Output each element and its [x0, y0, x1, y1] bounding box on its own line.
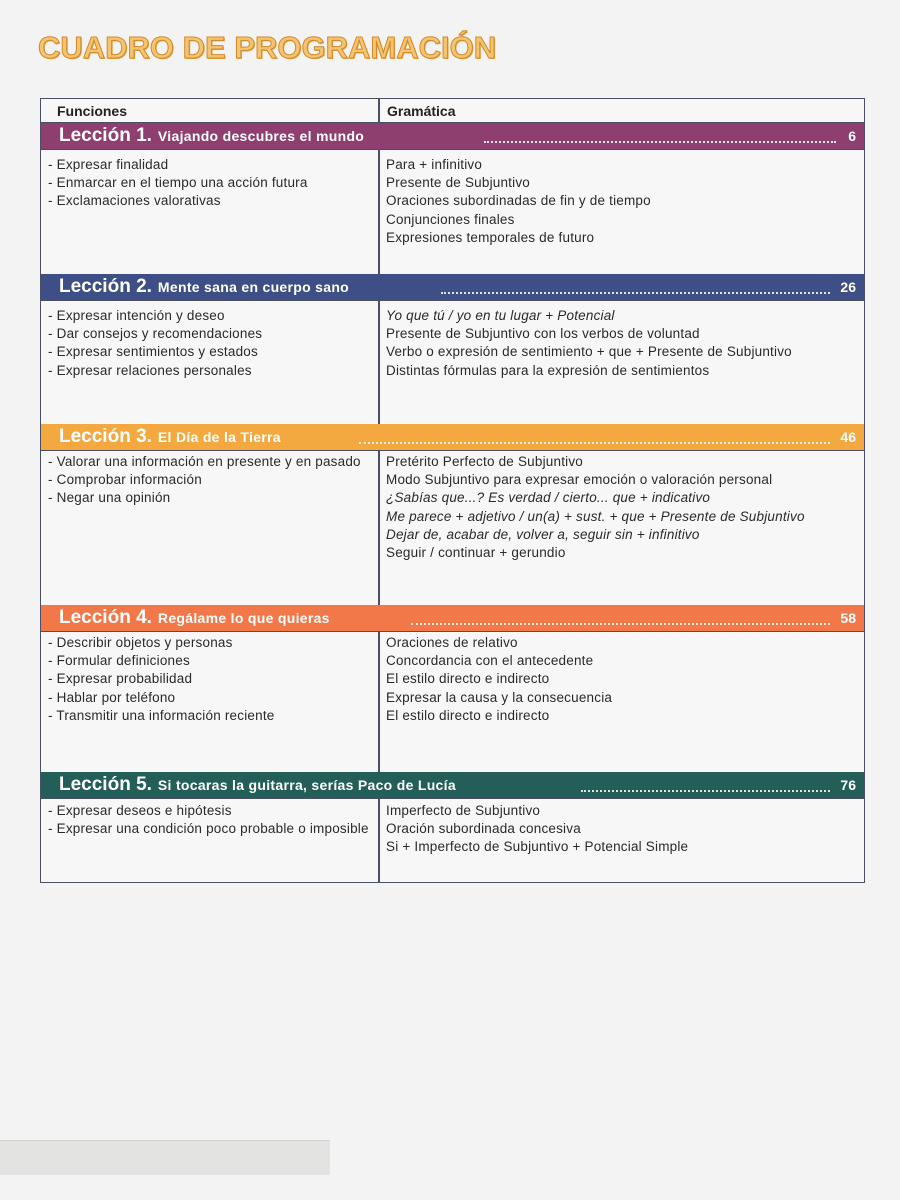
lesson-4-title: Regálame lo que quieras [157, 610, 330, 626]
lesson-5-funciones [48, 802, 373, 838]
lesson-4-funciones [48, 634, 373, 725]
list-item: - Dar consejos y recomendaciones [48, 326, 263, 342]
list-item: Verbo o expresión de sentimiento + que + Presente de Subjuntivo [386, 344, 792, 360]
lesson-3-title: El Día de la Tierra [157, 429, 281, 445]
lesson-2-header [41, 274, 864, 301]
list-item: Expresiones temporales de futuro [386, 229, 595, 245]
list-item: Yo que tú / yo en tu lugar + Potencial [386, 308, 615, 323]
lesson-3-label: Lección 3. [59, 426, 152, 447]
lesson-2-label: Lección 2. [59, 276, 152, 297]
list-item: - Expresar intención y deseo [48, 308, 225, 323]
list-item: - Expresar sentimientos y estados [48, 344, 258, 360]
lesson-4-header [41, 605, 864, 632]
list-item: - Negar una opinión [48, 490, 171, 506]
header-funciones: Funciones [57, 103, 128, 119]
column-divider [378, 99, 380, 882]
lesson-1-title: Viajando descubres el mundo [157, 128, 365, 144]
header-gramatica: Gramática [387, 103, 456, 119]
lesson-5-gramatica [386, 802, 858, 857]
lesson-1-gramatica [386, 156, 858, 247]
list-item: - Valorar una información en presente y en pasado [48, 454, 361, 469]
list-item: Dejar de, acabar de, volver a, seguir sin + infinitivo [386, 526, 700, 542]
list-item: - Comprobar información [48, 472, 202, 488]
lesson-5-label: Lección 5. [59, 774, 152, 795]
list-item: - Exclamaciones valorativas [48, 193, 221, 209]
list-item: ¿Sabías que...? Es verdad / cierto... que + indicativo [386, 490, 711, 506]
list-item: Pretérito Perfecto de Subjuntivo [386, 454, 584, 469]
list-item: - Expresar finalidad [48, 157, 169, 172]
lesson-2-title: Mente sana en cuerpo sano [157, 279, 350, 295]
footer-bar [0, 1140, 330, 1175]
lesson-2-funciones [48, 307, 373, 380]
lesson-5-page: 76 [840, 777, 856, 793]
list-item: Presente de Subjuntivo [386, 175, 530, 191]
lesson-1-page: 6 [848, 128, 856, 144]
list-item: Oraciones de relativo [386, 635, 518, 650]
lesson-1-funciones [48, 156, 373, 211]
lesson-1-label: Lección 1. [59, 125, 152, 146]
list-item: Si + Imperfecto de Subjuntivo + Potencial Simple [386, 839, 689, 855]
list-item: - Hablar por teléfono [48, 689, 176, 705]
list-item: - Enmarcar en el tiempo una acción futura [48, 175, 308, 191]
list-item: Imperfecto de Subjuntivo [386, 803, 541, 818]
list-item: Para + infinitivo [386, 157, 483, 172]
list-item: - Expresar una condición poco probable o imposible [48, 821, 369, 837]
lesson-5-title: Si tocaras la guitarra, serías Paco de Lucía [157, 777, 456, 793]
list-item: Modo Subjuntivo para expresar emoción o valoración personal [386, 472, 773, 488]
lesson-3-header [41, 424, 864, 451]
list-item: - Describir objetos y personas [48, 635, 233, 650]
list-item: - Expresar probabilidad [48, 671, 193, 687]
lesson-1-header [41, 123, 864, 150]
lesson-4-label: Lección 4. [59, 607, 152, 628]
list-item: Concordancia con el antecedente [386, 653, 594, 669]
list-item: - Transmitir una información reciente [48, 707, 275, 723]
list-item: Conjunciones finales [386, 211, 515, 227]
list-item: El estilo directo e indirecto [386, 707, 550, 723]
list-item: - Expresar relaciones personales [48, 362, 252, 378]
list-item: Oraciones subordinadas de fin y de tiempo [386, 193, 651, 209]
list-item: El estilo directo e indirecto [386, 671, 550, 687]
lesson-3-funciones [48, 453, 373, 508]
list-item: Seguir / continuar + gerundio [386, 545, 566, 561]
list-item: Distintas fórmulas para la expresión de sentimientos [386, 362, 710, 378]
lesson-2-gramatica [386, 307, 858, 380]
list-item: - Expresar deseos e hipótesis [48, 803, 232, 818]
lesson-5-header [41, 772, 864, 799]
list-item: - Formular definiciones [48, 653, 190, 669]
programming-table [40, 98, 865, 883]
list-item: Oración subordinada concesiva [386, 821, 581, 837]
list-item: Me parece + adjetivo / un(a) + sust. + que + Presente de Subjuntivo [386, 508, 805, 524]
lesson-3-page: 46 [840, 429, 856, 445]
lesson-4-page: 58 [840, 610, 856, 626]
table-header [41, 99, 864, 123]
page-title: CUADRO DE PROGRAMACIÓN [38, 30, 497, 65]
lesson-4-gramatica [386, 634, 858, 725]
list-item: Expresar la causa y la consecuencia [386, 689, 613, 705]
lesson-2-page: 26 [840, 279, 856, 295]
list-item: Presente de Subjuntivo con los verbos de voluntad [386, 326, 700, 342]
lesson-3-gramatica [386, 453, 858, 562]
